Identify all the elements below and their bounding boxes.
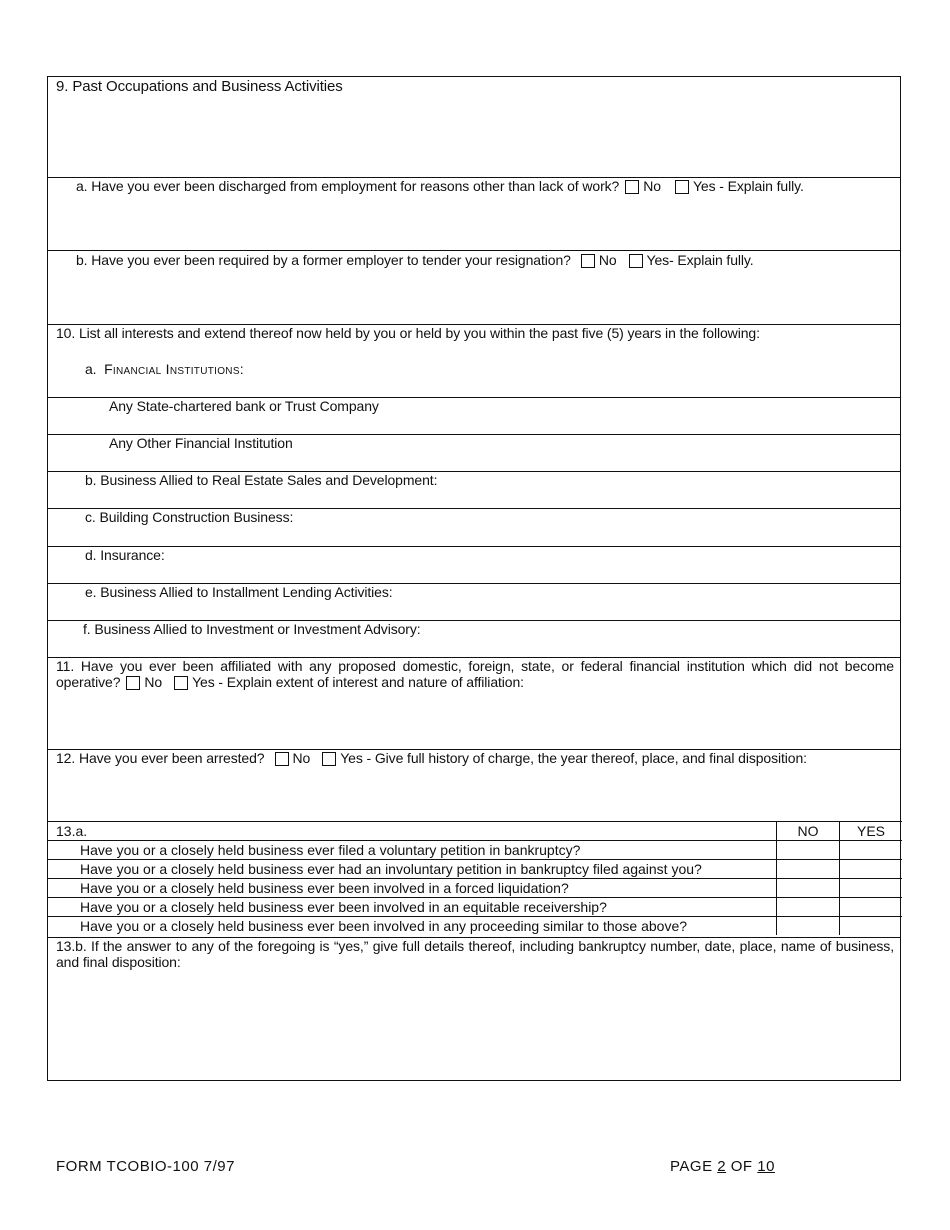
row-10a1 xyxy=(48,397,900,434)
q9a-yes-label: Yes - Explain fully. xyxy=(692,178,804,194)
of-label: OF xyxy=(730,1158,753,1175)
q13a-row-yes-cell[interactable] xyxy=(840,860,903,879)
q10a2-label: Any Other Financial Institution xyxy=(109,435,293,451)
q9b-question xyxy=(76,252,754,268)
q10a-heading xyxy=(85,361,244,377)
q13a-col-no: NO xyxy=(777,822,840,841)
q10b-label: b. Business Allied to Real Estate Sales and Development: xyxy=(85,472,438,488)
q11-no-label: No xyxy=(144,674,163,690)
q13a-row-text: Have you or a closely held business ever been involved in any proceeding similar to those above? xyxy=(48,917,777,936)
table-row xyxy=(48,860,902,879)
row-10b xyxy=(48,471,900,508)
q10f-label: f. Business Allied to Investment or Investment Advisory: xyxy=(83,621,421,637)
q12-no-checkbox[interactable] xyxy=(275,752,289,766)
q9b-yes-label: Yes- Explain fully. xyxy=(646,252,754,268)
q12-text: 12. Have you ever been arrested? xyxy=(56,750,265,766)
q13a-row-yes-cell[interactable] xyxy=(840,917,903,936)
section-9 xyxy=(48,77,900,177)
row-10e xyxy=(48,583,900,620)
q13a-row-no-cell[interactable] xyxy=(777,898,840,917)
page-number: 2 xyxy=(717,1158,727,1175)
table-row xyxy=(48,898,902,917)
q13a-row-text: Have you or a closely held business ever filed a voluntary petition in bankruptcy? xyxy=(48,841,777,860)
q13a-row-no-cell[interactable] xyxy=(777,841,840,860)
q13a-row-no-cell[interactable] xyxy=(777,860,840,879)
q13a-row-no-cell[interactable] xyxy=(777,879,840,898)
q10a1-label: Any State-chartered bank or Trust Company xyxy=(109,398,379,414)
q10e-label: e. Business Allied to Installment Lending Activities: xyxy=(85,584,393,600)
q11-yes-checkbox[interactable] xyxy=(174,676,188,690)
page-label: PAGE xyxy=(670,1158,713,1175)
q13a-header-row xyxy=(48,822,902,841)
q10-title: 10. List all interests and extend thereof now held by you or held by you within the past five (5) years in the following: xyxy=(56,325,760,341)
q9a-text: a. Have you ever been discharged from employment for reasons other than lack of work? xyxy=(76,178,620,194)
row-10f xyxy=(48,620,900,657)
q13a-label: 13.a. xyxy=(48,822,777,841)
table-row xyxy=(48,879,902,898)
q13b-text: 13.b. If the answer to any of the foregoing is “yes,” give full details thereof, including bankruptcy number, date, place, name of business, and final disposition: xyxy=(56,938,894,970)
section-11 xyxy=(48,657,900,749)
page-total: 10 xyxy=(757,1158,775,1175)
q9b-text: b. Have you ever been required by a former employer to tender your resignation? xyxy=(76,252,571,268)
q11-text: 11. Have you ever been affiliated with any proposed domestic, foreign, state, or federal financial institution which did not become operative? xyxy=(56,658,894,690)
q13a-row-text: Have you or a closely held business ever had an involuntary petition in bankruptcy filed against you? xyxy=(48,860,777,879)
row-10d xyxy=(48,546,900,583)
q10d-label: d. Insurance: xyxy=(85,547,165,563)
q10a-prefix: a. xyxy=(85,361,97,377)
q11-yes-label: Yes - Explain extent of interest and nature of affiliation: xyxy=(192,674,524,690)
q13a-row-yes-cell[interactable] xyxy=(840,841,903,860)
q13a-row-text: Have you or a closely held business ever been involved in a forced liquidation? xyxy=(48,879,777,898)
form-page xyxy=(47,76,901,1081)
q9a-question xyxy=(76,178,804,194)
q12-question xyxy=(56,750,807,766)
row-10c xyxy=(48,508,900,546)
q10a-label: Financial Institutions: xyxy=(104,361,244,377)
table-row xyxy=(48,917,902,936)
q9a-yes-checkbox[interactable] xyxy=(675,180,689,194)
section-9b xyxy=(48,250,900,324)
q13a-col-yes: YES xyxy=(840,822,903,841)
section-10 xyxy=(48,324,900,397)
q9-title: 9. Past Occupations and Business Activities xyxy=(56,78,343,95)
q13a-row-no-cell[interactable] xyxy=(777,917,840,936)
section-12 xyxy=(48,749,900,821)
q9b-no-label: No xyxy=(598,252,617,268)
q9a-no-label: No xyxy=(643,178,661,194)
section-13b xyxy=(48,937,900,1080)
section-9a xyxy=(48,177,900,250)
q12-yes-checkbox[interactable] xyxy=(322,752,336,766)
q13a-row-yes-cell[interactable] xyxy=(840,879,903,898)
table-row xyxy=(48,841,902,860)
q9b-no-checkbox[interactable] xyxy=(581,254,595,268)
q12-yes-label: Yes - Give full history of charge, the year thereof, place, and final disposition: xyxy=(340,750,807,766)
q9a-no-checkbox[interactable] xyxy=(625,180,639,194)
q12-no-label: No xyxy=(292,750,311,766)
q13a-row-yes-cell[interactable] xyxy=(840,898,903,917)
form-id: FORM TCOBIO-100 7/97 xyxy=(56,1158,235,1175)
q13a-row-text: Have you or a closely held business ever been involved in an equitable receivership? xyxy=(48,898,777,917)
q11-no-checkbox[interactable] xyxy=(126,676,140,690)
page-indicator xyxy=(670,1158,775,1175)
q9b-yes-checkbox[interactable] xyxy=(629,254,643,268)
q11-question xyxy=(56,658,894,690)
q10c-label: c. Building Construction Business: xyxy=(85,509,294,525)
q13a-table xyxy=(48,821,902,935)
row-10a2 xyxy=(48,434,900,471)
